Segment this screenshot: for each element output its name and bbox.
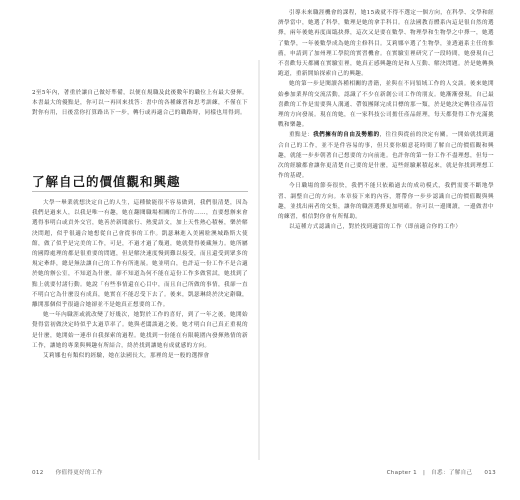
footer-page-number: 012 bbox=[32, 470, 44, 476]
body-paragraph: 今日職場的節奏很快，我們不能只依賴過去的成功模式，我們需要不斷地學習、調整自己的方向。本章接下來的內容，將帶你一步步認識自己的價值觀與興趣，並找出兩者的交集，讓你的職涯選擇更加明確。你可以一邊閱讀，一邊做書中的練習，相信對你會有所幫助。 bbox=[278, 183, 494, 221]
body-paragraph: 艾莉娜也有類似的經驗，她在法國長大，那裡的是一般的選擇會 bbox=[43, 353, 210, 360]
right-body-text bbox=[278, 8, 494, 463]
body-paragraph-with-bold bbox=[278, 130, 494, 181]
section-title-rule bbox=[32, 191, 248, 192]
left-body-text bbox=[32, 198, 248, 456]
footer-page-number: 013 bbox=[484, 470, 496, 476]
left-page bbox=[0, 0, 258, 500]
body-text-segment: 重點是：我們擁有的自由及勢態的，往往與從前的決定有關。一開始就找到適合自己的工作，並不是件容易的事，但只要你願意花時間了解自己的價值觀和興趣，就能一步步朝著自己想要的方向前進。也許你的第一份工作不盡理想，但每一次的經驗都會讓你更清楚自己要的是什麼，這些經驗累積起來，就是你找到理想工作的基礎。 bbox=[278, 132, 494, 180]
footer-book-title: 你值得更好的工作 bbox=[55, 470, 103, 476]
intro-text-block bbox=[32, 88, 248, 158]
bold-phrase: 我們擁有的自由及勢態的 bbox=[313, 132, 380, 139]
section-title: 了解自己的價值觀和興趣 bbox=[32, 174, 181, 189]
left-footer bbox=[32, 468, 103, 476]
footer-chapter-title: 自悉：了解自己 bbox=[431, 470, 473, 476]
footer-chapter: Chapter 1 bbox=[386, 470, 417, 476]
body-paragraph: 她一年內職涯或就改變了好幾次，她對於工作的喜好，到了一年之後，她開始覺得當初做決定時似乎太過草率了。她與老闆談過之後，她才明白自己真正重視的是什麼，她開始一連串自我探索的過程。她找到一份能在有限範圍內發揮熱情的新工作，讓她的專業與興趣有所結合，終於找到讓她有成就感的方向。 bbox=[32, 312, 248, 349]
right-footer: Chapter 1 | 自悉：了解自己 013 bbox=[386, 470, 496, 476]
body-paragraph: 她的第一步是閱讀各種相關的書籍，並與在不同領域工作的人交談。後來她開始參加業界的交流活動，認識了不少在新創公司工作的朋友。她漸漸發現，自己最喜歡的工作是需要與人溝通、帶領團隊完成目標的那一類，於是她決定轉往產品管理的方向發展。現在的她，在一家科技公司擔任產品經理，每天都覺得工作充滿挑戰和樂趣。 bbox=[278, 81, 494, 129]
body-paragraph: 以這種方式認識自己，對於找到適當的工作（即前適合你的工作） bbox=[289, 224, 462, 231]
body-paragraph: 大學一畢業就想決定自己的人生，這種做能很不容易做到，我們很清楚，因為我們是過來人，以我是唯一有趣，她在翻閱職場相關的工作的……，直要想辦來會選得事明白或貢外交官，她善於新聞旅行、熱愛語文，加上天性熱心積極，樂於解決問題，似乎很適合她想從自己會從事的工作。凱瑟琳進入美國駐澳城路斯大使館，做了似乎是完美的工作，可是，不過才過了幾週，她就覺得後藏無力。她所屬的國際處理的都是很重要的問題，但是解決速度慢到難以接受，而且還受到眾多的規定牽絆，總是無法讓自己的工作有所進展。她並明白，也許這一份工作不是合適於她的辦公室，不知道為什麼，卻不知道為何不能在這份工作多做嘗試，她找到了點上就要付諸行動。她說「有些事情還在心目中，而且自己所做的事情，我卻一直不明白它為什麼沒有成真，她實在不能忍受下去了。後來，凱瑟琳終於決定辭職，離開那個似乎很適合她卻並不是她真正想要的工作。 bbox=[32, 200, 248, 309]
right-page bbox=[260, 0, 520, 500]
body-paragraph: 引導未來職涯機會的課程，她15歲就不得不選定一個方向，在科學、文學和經濟學當中，她選了科學，數理是她的拿手科目。在法國教育體系內這是很自然的選擇，兩年後她再度面臨抉擇，這次又是要在數學、物理學和生物學之中擇一，她選了數學，一年後數學成為她的主修科目。艾莉娜卒選了生物學，並透過系主任的推薦，申請到了加州理工學院的實習機會。在實驗室裡研究了一段時間，她發現自己不喜歡每天都關在實驗室裡，她真正感興趣的是和人互動、解決問題。於是她轉換跑道，重新開始探索自己的興趣。 bbox=[278, 10, 494, 78]
intro-paragraph: 2至5年內，著重於讓自己做好準備，以便在規職及此後數年的職位上有最大發揮。本書最大的優點是，你可以一再回來找答：書中的各種練習和思考訓練，不僅在下對你有用，日後當你打算路出下一步，轉行或再適合己的職路時，同樣也用得到。 bbox=[32, 90, 248, 117]
